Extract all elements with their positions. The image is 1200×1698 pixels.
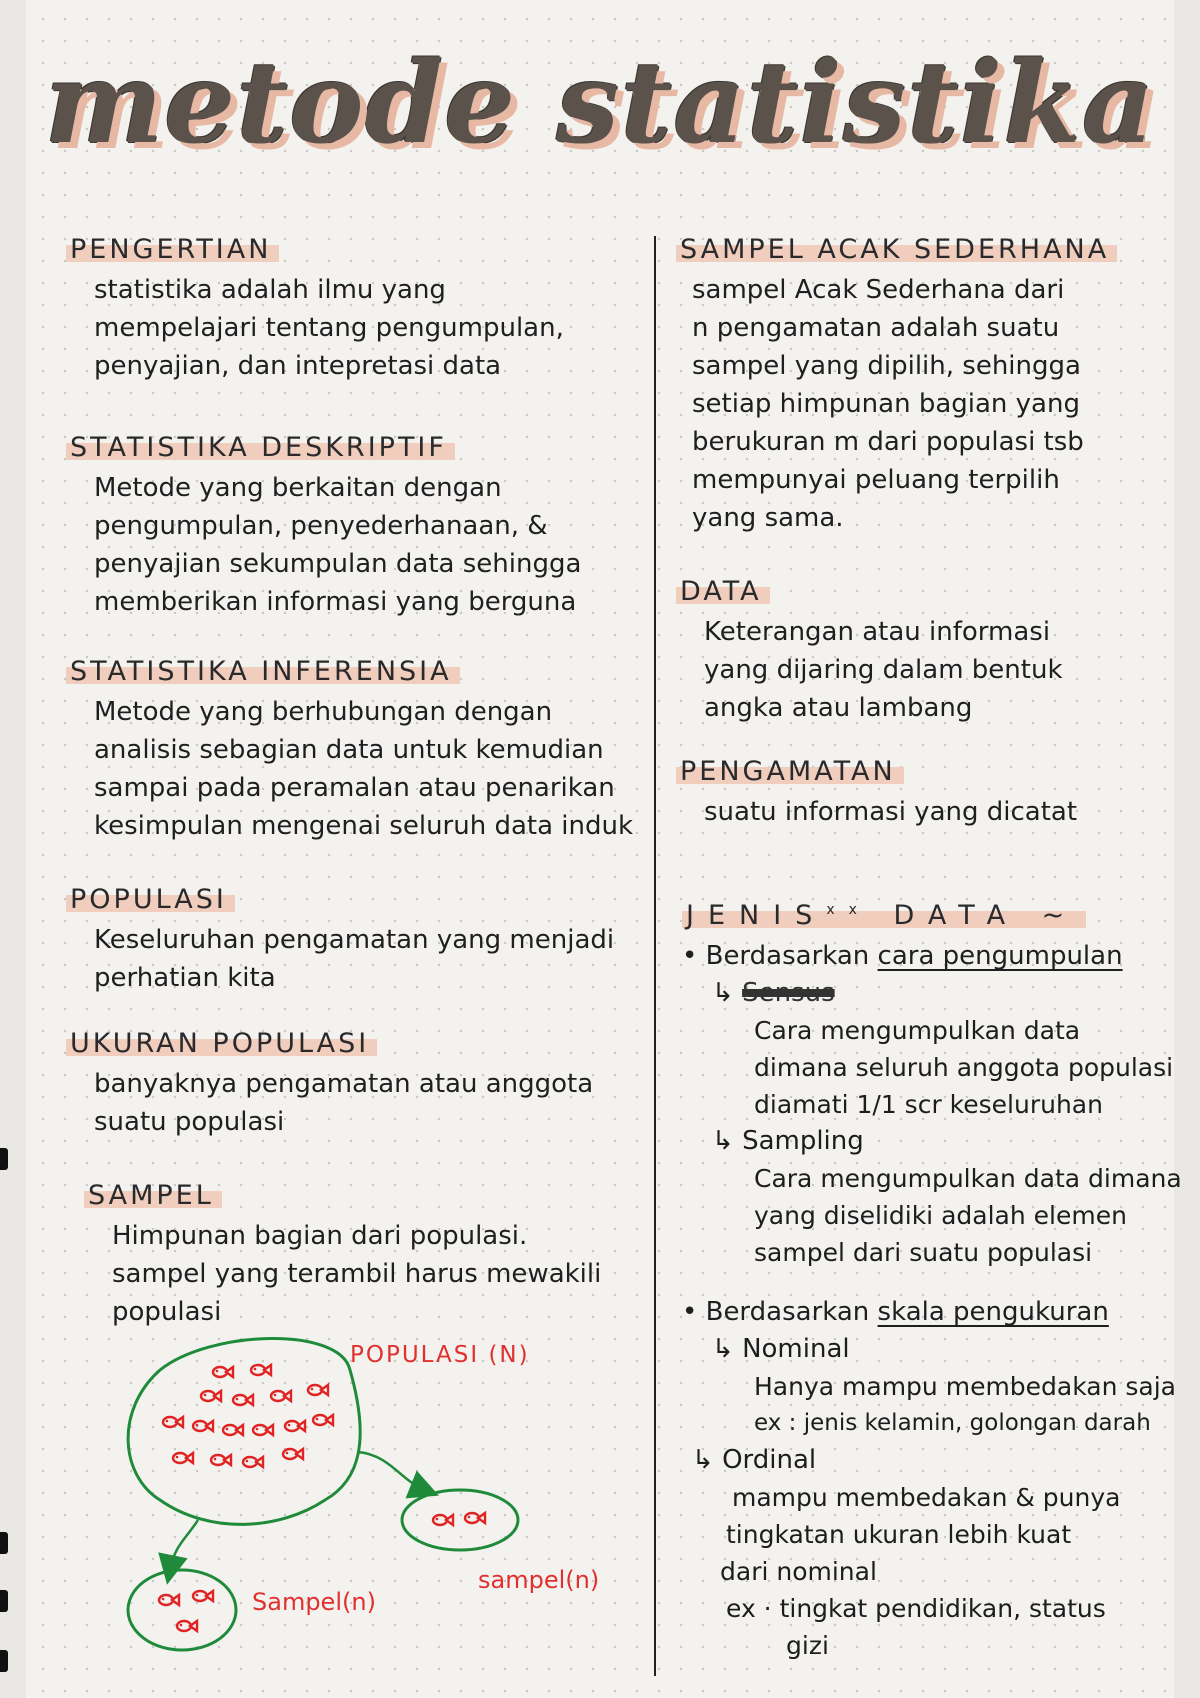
text-line: sampel yang terambil harus mewakili [112, 1259, 602, 1289]
sample-circle-2 [128, 1570, 236, 1650]
section-populasi [66, 884, 614, 997]
bullet-underlined: cara pengumpulan [877, 941, 1123, 971]
bullet-prefix: • Berdasarkan [682, 941, 870, 971]
struck-word: Sensus [742, 978, 835, 1008]
heading-jenis-word: JENIS [686, 900, 827, 931]
population-fish-group [163, 1365, 333, 1467]
text-line: ex : jenis kelamin, golongan darah [754, 1410, 1151, 1436]
heading-pengamatan: PENGAMATAN [676, 756, 904, 787]
binder-hole [0, 1532, 8, 1554]
heading-populasi: POPULASI [66, 884, 235, 915]
text-line: sampel yang dipilih, sehingga [692, 351, 1081, 381]
heading-pengertian: PENGERTIAN [66, 234, 279, 265]
text-line: Hanya mampu membedakan saja [754, 1372, 1176, 1401]
bullet-skala-pengukuran [682, 1293, 1182, 1331]
text-line: mampu membedakan & punya [732, 1483, 1121, 1512]
text-line: sampai pada peramalan atau penarikan [94, 773, 615, 803]
bullet-underlined: skala pengukuran [877, 1297, 1109, 1327]
text-line: berukuran m dari populasi tsb [692, 427, 1084, 457]
section-sampel-acak-sederhana [676, 234, 1117, 537]
arrow-to-sample-1 [358, 1452, 425, 1490]
heading-jenis-sup: xx [826, 902, 871, 918]
text-line: Himpunan bagian dari populasi. [112, 1221, 528, 1251]
section-statistika-deskriptif [66, 432, 581, 621]
population-sample-diagram [100, 1330, 640, 1690]
text-line: sampel Acak Sederhana dari [692, 275, 1065, 305]
sub-sampling: ↳ Sampling [712, 1126, 864, 1156]
text-line: diamati 1/1 scr keseluruhan [754, 1090, 1103, 1119]
binder-hole [0, 1650, 8, 1672]
bullet-prefix: • Berdasarkan [682, 1297, 870, 1327]
text-line: dimana seluruh anggota populasi [754, 1053, 1174, 1082]
text-line: populasi [112, 1297, 222, 1327]
label-populasi: POPULASI (N) [350, 1342, 530, 1368]
text-line: perhatian kita [94, 963, 276, 993]
text-line: Metode yang berhubungan dengan [94, 697, 553, 727]
text-line: Keseluruhan pengamatan yang menjadi [94, 925, 615, 955]
sub-sensus: ↳ Sensus [712, 978, 835, 1008]
text-line: penyajian sekumpulan data sehingga [94, 549, 582, 579]
label-sampel-2: Sampel(n) [252, 1588, 376, 1616]
label-sampel-1: sampel(n) [478, 1566, 600, 1594]
text-line: penyajian, dan intepretasi data [94, 351, 502, 381]
text-line: kesimpulan mengenai seluruh data induk [94, 811, 634, 841]
text-line: yang diselidiki adalah elemen [754, 1201, 1127, 1230]
sub-nominal: ↳ Nominal [712, 1334, 850, 1364]
section-jenis-data [682, 900, 1182, 1664]
column-divider [654, 236, 656, 1676]
text-line: memberikan informasi yang berguna [94, 587, 577, 617]
text-line: yang sama. [692, 503, 844, 533]
text-line: sampel dari suatu populasi [754, 1238, 1093, 1267]
binder-hole [0, 1148, 8, 1170]
text-line: Metode yang berkaitan dengan [94, 473, 502, 503]
text-line: gizi [786, 1631, 829, 1660]
section-ukuran-populasi [66, 1028, 593, 1141]
sub-ordinal: ↳ Ordinal [692, 1445, 817, 1475]
text-line: Cara mengumpulkan data [754, 1016, 1081, 1045]
text-line: pengumpulan, penyederhanaan, & [94, 511, 548, 541]
section-data [676, 576, 1063, 727]
sampling-label: Sampling [742, 1126, 864, 1156]
section-statistika-inferensia [66, 656, 633, 845]
text-line: ex · tingkat pendidikan, status [726, 1594, 1106, 1623]
text-line: dari nominal [720, 1557, 877, 1586]
text-line: Cara mengumpulkan data dimana [754, 1164, 1182, 1193]
text-line: analisis sebagian data untuk kemudian [94, 735, 604, 765]
text-line: suatu populasi [94, 1107, 285, 1137]
heading-sampel: SAMPEL [84, 1180, 222, 1211]
text-line: tingkatan ukuran lebih kuat [726, 1520, 1072, 1549]
text-line: statistika adalah ilmu yang [94, 275, 446, 305]
section-pengamatan [676, 756, 1077, 831]
text-line: Keterangan atau informasi [704, 617, 1051, 647]
arrow-to-sample-2 [170, 1520, 198, 1570]
text-line: mempelajari tentang pengumpulan, [94, 313, 564, 343]
binder-hole [0, 1590, 8, 1612]
heading-data-word: DATA ~ [893, 900, 1079, 931]
text-line: n pengamatan adalah suatu [692, 313, 1060, 343]
text-line: setiap himpunan bagian yang [692, 389, 1080, 419]
heading-ukuran-populasi: UKURAN POPULASI [66, 1028, 377, 1059]
heading-statistika-inferensia: STATISTIKA INFERENSIA [66, 656, 460, 687]
text-line: mempunyai peluang terpilih [692, 465, 1060, 495]
ordinal-label: Ordinal [722, 1445, 817, 1475]
heading-sampel-acak-sederhana: SAMPEL ACAK SEDERHANA [676, 234, 1117, 265]
nominal-label: Nominal [742, 1334, 850, 1364]
section-pengertian [66, 234, 564, 385]
heading-data: DATA [676, 576, 770, 607]
heading-statistika-deskriptif: STATISTIKA DESKRIPTIF [66, 432, 455, 463]
text-line: yang dijaring dalam bentuk [704, 655, 1063, 685]
text-line: banyaknya pengamatan atau anggota [94, 1069, 594, 1099]
section-sampel [84, 1180, 601, 1331]
bullet-cara-pengumpulan [682, 937, 1182, 975]
sample-circle-1 [402, 1490, 518, 1550]
page-title: metode statistika [44, 38, 1156, 169]
heading-jenis-data [682, 900, 1086, 931]
text-line: suatu informasi yang dicatat [704, 797, 1078, 827]
text-line: angka atau lambang [704, 693, 973, 723]
